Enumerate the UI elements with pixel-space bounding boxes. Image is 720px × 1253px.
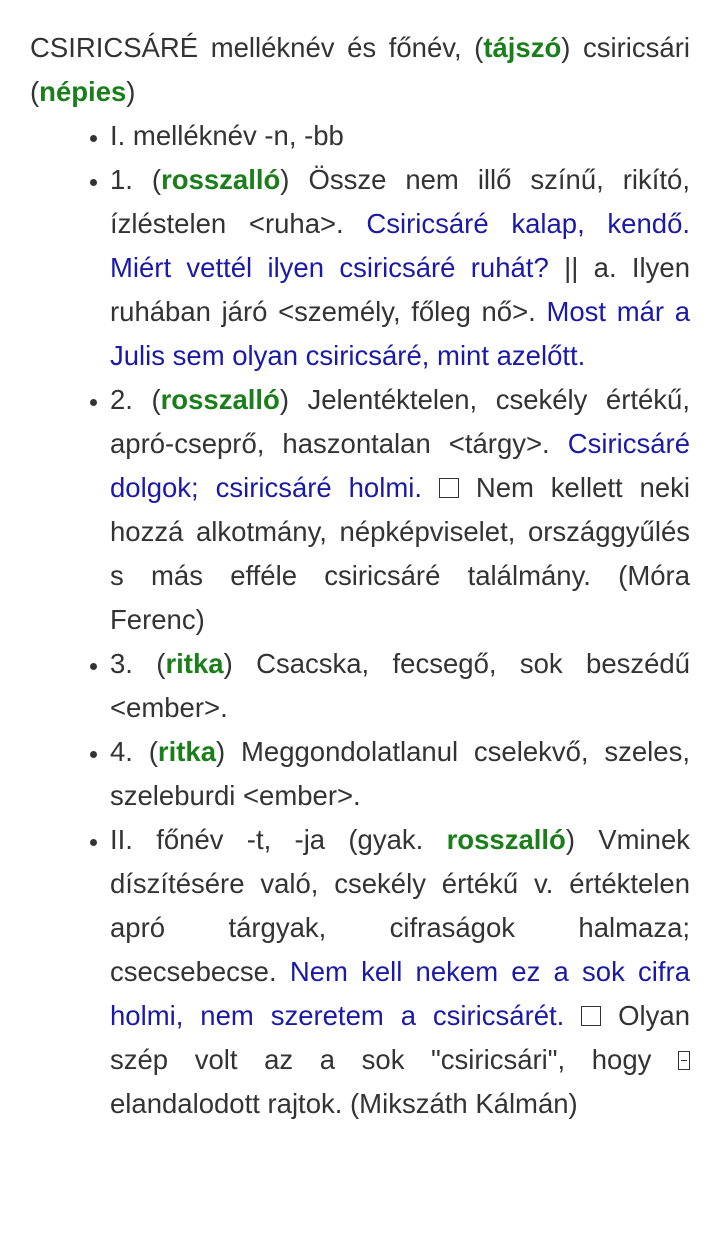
usage-tag: rosszalló — [160, 384, 280, 415]
usage-tag: ritka — [165, 648, 224, 679]
missing-glyph-icon — [678, 1051, 690, 1070]
usage-tag: népies — [39, 76, 127, 107]
variant-form: csiricsári — [583, 32, 690, 63]
quote-box-icon — [581, 1006, 601, 1026]
headword: CSIRICSÁRÉ — [30, 32, 199, 63]
sense-item: • 2. (rosszalló) Jelentéktelen, csekély értékű, apró-cseprő, haszontalan <tárgy>. Csiricsáré dolgok; csiricsáré holmi. Nem kellett neki hozzá alkotmány, népképviselet, országgyűlés s más efféle csiricsáré találmány. (Móra Ferenc) — [110, 378, 690, 642]
definition: Össze nem illő színű, rikító, ízléstelen <ruha>. — [110, 164, 690, 239]
example: Most már a Julis sem olyan csiricsáré, mint azelőtt. — [110, 296, 691, 371]
example: Csiricsáré dolgok; csiricsáré holmi. — [110, 428, 690, 503]
definition: Meggondolatlanul cselekvő, szeles, szeleburdi <ember>. — [110, 736, 690, 811]
definition: Vminek díszítésére való, csekély értékű v. értéktelen apró tárgyak, cifraságok halmaza; csecsebecse. — [110, 824, 690, 987]
usage-tag: ritka — [157, 736, 217, 767]
literary-quote: Olyan szép volt az a sok "csiricsári", hogy — [110, 1000, 691, 1075]
sense-prefix: I. melléknév -n, -bb — [110, 120, 344, 151]
literary-quote: Nem kellett neki hozzá alkotmány, népképviselet, országgyűlés s más efféle csiricsáré találmány. (Móra Ferenc) — [110, 472, 691, 635]
sense-item: • 1. (rosszalló) Össze nem illő színű, rikító, ízléstelen <ruha>. Csiricsáré kalap, kendő. Miért vettél ilyen csiricsáré ruhát? || a. Ilyen ruhában járó <személy, főleg nő>. Most már a Julis sem olyan csiricsáré, mint azelőtt. — [110, 158, 690, 378]
usage-tag: rosszalló — [161, 164, 281, 195]
example: Nem kell nekem ez a sok cifra holmi, nem szeretem a csiricsárét. — [110, 956, 690, 1031]
definition: Jelentéktelen, csekély értékű, apró-cseprő, haszontalan <tárgy>. — [110, 384, 690, 459]
definition: || a. Ilyen ruhában járó <személy, főleg nő>. — [110, 252, 690, 327]
definition: Csacska, fecsegő, sok beszédű <ember>. — [110, 648, 690, 723]
part-of-speech: melléknév és főnév, — [210, 32, 462, 63]
senses-list — [30, 114, 690, 1126]
sense-prefix: II. főnév -t, -ja (gyak. — [110, 824, 424, 855]
sense-number: 1. — [110, 164, 133, 195]
usage-tag: tájszó — [483, 32, 562, 63]
example: Csiricsáré kalap, kendő. Miért vettél ilyen csiricsáré ruhát? — [110, 208, 691, 283]
sense-number: 4. — [110, 736, 133, 767]
literary-quote: elandalodott rajtok. (Mikszáth Kálmán) — [110, 1088, 578, 1119]
entry-header: CSIRICSÁRÉ melléknév és főnév, (tájszó) csiricsári (népies) — [30, 32, 690, 107]
sense-number: 2. — [110, 384, 133, 415]
sense-item: • 3. (ritka) Csacska, fecsegő, sok beszédű <ember>. — [110, 642, 690, 730]
sense-number: 3. — [110, 648, 133, 679]
quote-box-icon — [439, 478, 459, 498]
sense-item: • 4. (ritka) Meggondolatlanul cselekvő, szeles, szeleburdi <ember>. — [110, 730, 690, 818]
sense-item — [110, 114, 690, 158]
usage-tag: rosszalló — [446, 824, 566, 855]
sense-item: • II. főnév -t, -ja (gyak. rosszalló) Vminek díszítésére való, csekély értékű v. értéktelen apró tárgyak, cifraságok halmaza; csecsebecse. Nem kell nekem ez a sok cifra holmi, nem szeretem a csiricsárét. Olyan szép volt az a sok "csiricsári", hogy elandalodott rajtok. (Mikszáth Kálmán) — [110, 818, 690, 1126]
